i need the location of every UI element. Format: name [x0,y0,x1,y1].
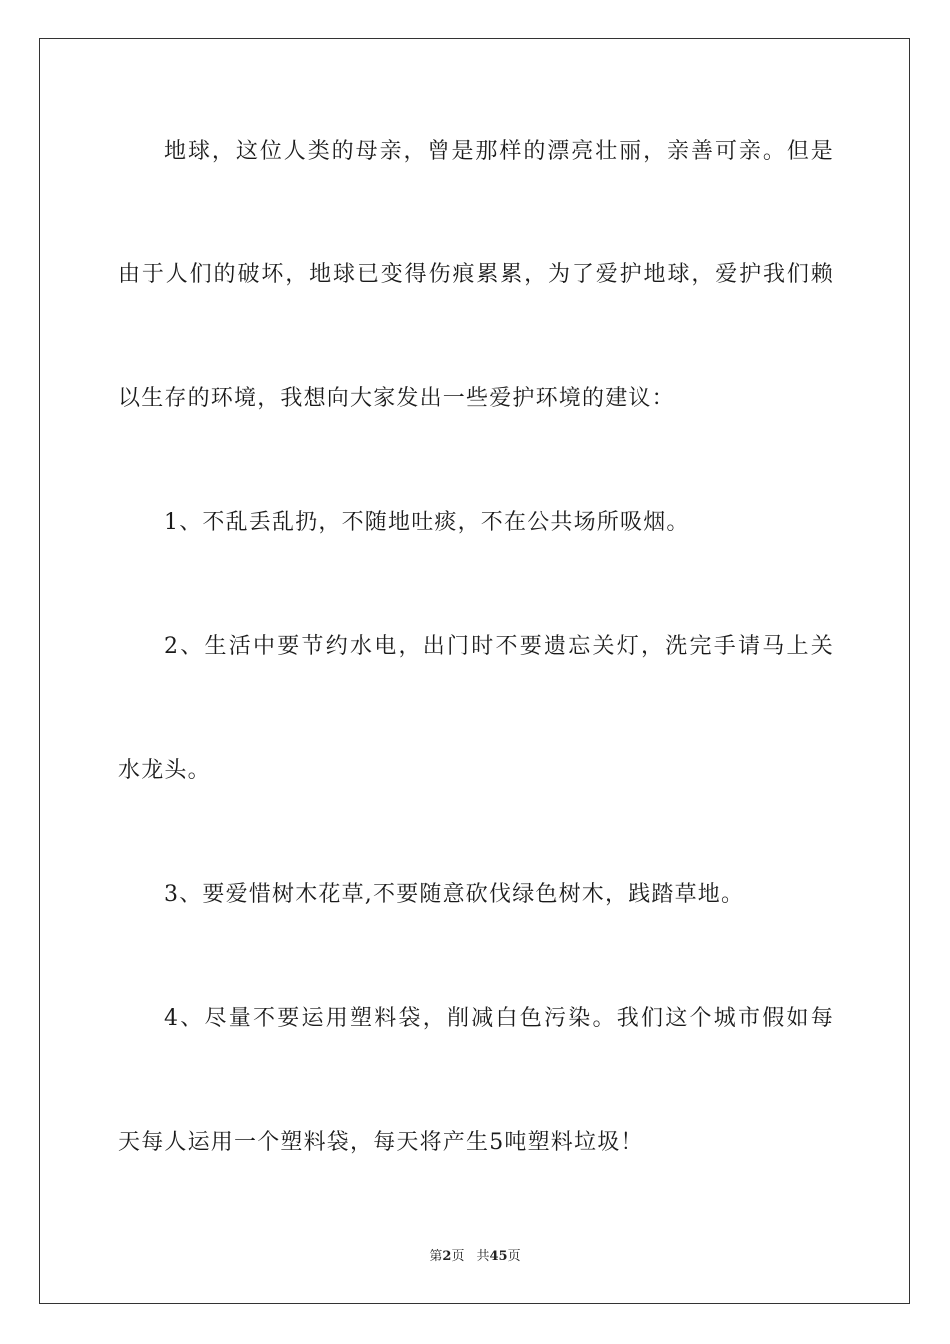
footer-total-pages: 45 [489,1249,508,1264]
footer-page-suffix: 页 [451,1249,465,1264]
paragraph-5-line-2: 天每人运用一个塑料袋，每天将产生5吨塑料垃圾！ [118,1130,644,1155]
paragraph-3-line-2: 水龙头。 [118,758,211,783]
paragraph-4-line-1: 3、要爱惜树木花草,不要随意砍伐绿色树木，践踏草地。 [164,882,745,907]
paragraph-1-line-1: 地球，这位人类的母亲，曾是那样的漂亮壮丽，亲善可亲。但是 [164,139,834,164]
footer-total-prefix: 共 [476,1249,490,1264]
page-footer [0,1248,950,1266]
paragraph-3-line-1: 2、生活中要节约水电，出门时不要遗忘关灯，洗完手请马上关 [164,634,834,659]
footer-page-prefix: 第 [429,1249,443,1264]
paragraph-1-line-2: 由于人们的破坏，地球已变得伤痕累累，为了爱护地球，爱护我们赖 [118,262,834,287]
paragraph-5-line-1: 4、尽量不要运用塑料袋，削减白色污染。我们这个城市假如每 [164,1006,834,1031]
paragraph-2-line-1: 1、不乱丢乱扔，不随地吐痰，不在公共场所吸烟。 [164,510,690,535]
page-border [39,38,910,1304]
footer-total-suffix: 页 [507,1249,521,1264]
footer-page-number: 2 [442,1249,452,1264]
paragraph-1-line-3: 以生存的环境，我想向大家发出一些爱护环境的建议： [118,386,675,411]
